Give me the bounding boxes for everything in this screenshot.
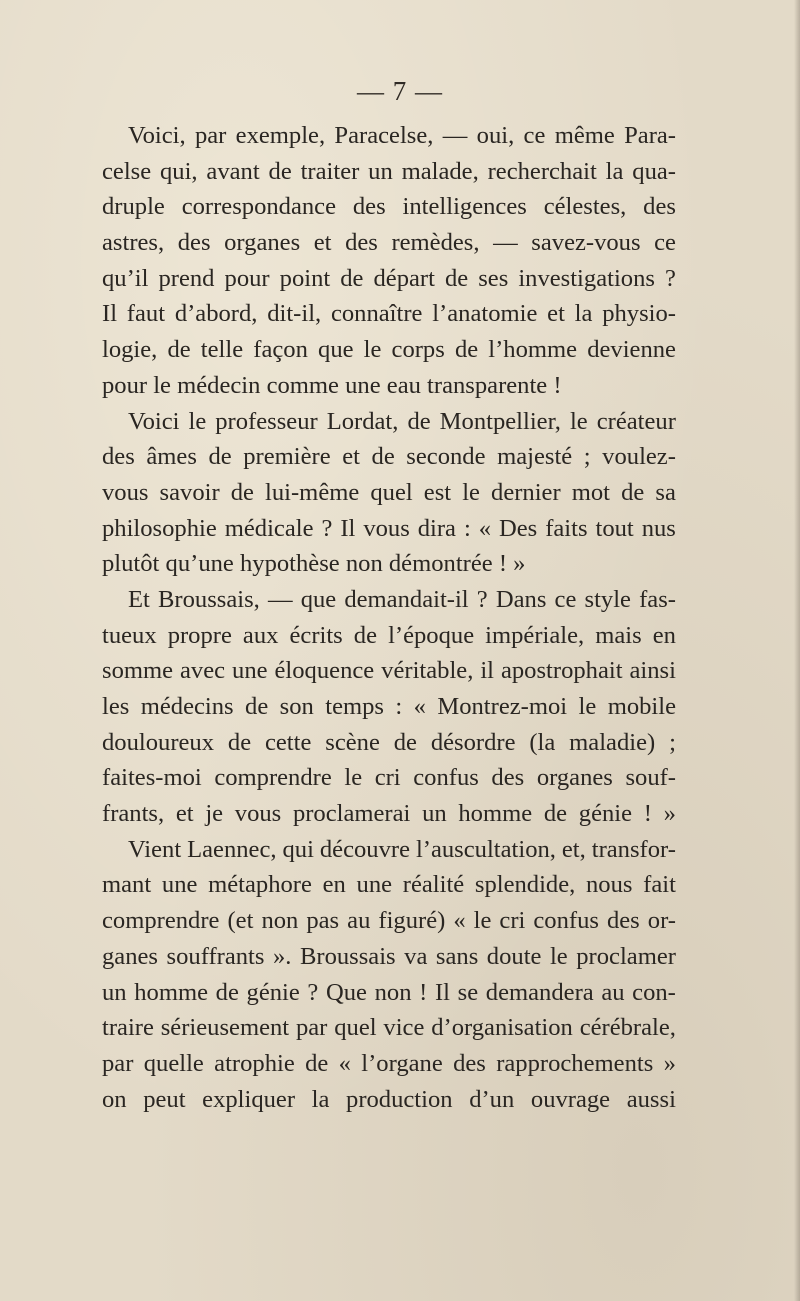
word: de	[245, 693, 269, 720]
word: ce	[554, 585, 577, 613]
word: confus	[413, 764, 479, 792]
word: sans	[435, 942, 479, 970]
word: cri	[499, 907, 526, 935]
word: avec	[180, 657, 226, 685]
word: va	[404, 942, 428, 970]
word: de	[543, 800, 568, 828]
word: physio-	[602, 300, 676, 328]
word: de	[227, 728, 252, 756]
word: les	[102, 693, 130, 720]
word: des	[643, 193, 676, 221]
word: transfor-	[591, 835, 676, 863]
word: savoir	[159, 478, 220, 506]
word: lui-même	[265, 478, 360, 506]
word: ?	[321, 514, 333, 542]
word: Il	[102, 300, 118, 328]
word: de	[305, 1049, 329, 1077]
word: Que	[325, 978, 367, 1006]
word: Broussais	[299, 942, 396, 970]
word: d’un	[469, 1085, 515, 1113]
text-line	[102, 618, 676, 654]
word: un	[102, 978, 127, 1006]
word: sa	[655, 478, 676, 506]
word: de	[621, 478, 645, 506]
word: éloquence	[274, 657, 375, 685]
word: malade,	[401, 157, 479, 185]
word: génie	[578, 800, 633, 828]
word: première	[243, 443, 331, 471]
word: »	[663, 1049, 676, 1077]
word: célestes,	[543, 193, 627, 221]
text-line	[102, 1082, 676, 1118]
word: non	[261, 907, 299, 935]
word: par	[194, 122, 227, 149]
word: qui	[282, 835, 314, 863]
word: point	[279, 264, 331, 292]
word: faut	[126, 300, 166, 328]
word: corps	[391, 336, 445, 364]
word: la	[311, 1085, 330, 1113]
word: telle	[200, 336, 244, 364]
text-line	[102, 1046, 676, 1082]
text-line	[102, 975, 676, 1011]
word: ce	[523, 122, 546, 149]
word: traire	[102, 1014, 154, 1042]
word: quelle	[143, 1049, 204, 1077]
word: que	[318, 336, 354, 364]
word: homme	[458, 800, 533, 828]
word: remèdes,	[391, 229, 480, 257]
word: son	[279, 693, 314, 720]
word: d’organisation	[431, 1014, 573, 1042]
word: ;	[583, 443, 591, 471]
word: Lordat,	[326, 407, 399, 435]
word: frants,	[102, 800, 165, 828]
word: l’organe	[361, 1049, 443, 1077]
word: de	[208, 443, 232, 471]
text-line	[102, 439, 676, 475]
word: mant	[102, 871, 152, 899]
word: ?	[476, 585, 488, 613]
word: pour	[224, 264, 270, 292]
word: souffrants	[166, 942, 265, 970]
word: au	[601, 978, 625, 1006]
text-line: plutôt qu’une hypothèse non démontrée ! »	[102, 550, 526, 578]
word: créateur	[596, 407, 676, 435]
word: faites-moi	[102, 764, 202, 792]
word: dernier	[491, 478, 561, 506]
word: ».	[272, 942, 292, 970]
word: proclamerai	[292, 800, 411, 828]
word: par	[295, 1014, 328, 1042]
word: âmes	[146, 443, 197, 471]
word: Il	[434, 978, 451, 1006]
word: scène	[325, 728, 380, 756]
word: de	[393, 728, 417, 756]
word: quel	[370, 478, 413, 506]
word: «	[478, 514, 492, 542]
word: ses	[478, 264, 509, 292]
word: «	[338, 1049, 351, 1077]
word: Voici	[128, 407, 180, 435]
word: tout	[595, 514, 634, 542]
word: correspondance	[181, 193, 337, 221]
word: le	[363, 336, 382, 364]
text-line	[102, 1010, 676, 1046]
word: des	[102, 443, 135, 471]
word: comprendre	[102, 907, 220, 935]
word: pas	[306, 907, 340, 935]
word: véritable,	[381, 657, 474, 685]
word: et	[175, 800, 194, 828]
word: des	[177, 229, 211, 257]
word: des	[345, 229, 378, 257]
word: :	[463, 514, 471, 542]
word: vous	[363, 514, 410, 542]
word: l’époque	[388, 621, 475, 649]
word: intelligences	[402, 193, 527, 221]
word: médecins	[140, 693, 234, 720]
word: ?	[307, 978, 319, 1006]
word: non	[374, 978, 412, 1006]
word: la	[605, 157, 624, 185]
word: de	[215, 978, 239, 1006]
word: !	[643, 800, 652, 828]
word: ?	[664, 264, 676, 292]
word: Des	[498, 514, 538, 542]
word: avant	[206, 157, 260, 185]
text-line	[102, 154, 676, 190]
word: le	[462, 478, 480, 506]
word: un	[422, 800, 447, 828]
word: mot	[571, 478, 610, 506]
word: en	[322, 871, 346, 899]
text-line	[102, 189, 676, 225]
word: maladie)	[569, 728, 656, 756]
word: l’auscultation,	[415, 835, 556, 863]
word: de	[268, 157, 292, 185]
word: organes	[224, 229, 301, 257]
word: peut	[143, 1085, 186, 1113]
word: devienne	[587, 336, 676, 364]
word: «	[453, 907, 466, 935]
word: investigations	[518, 264, 655, 292]
word: Il	[340, 514, 356, 542]
word: de	[340, 264, 364, 292]
word: ;	[669, 728, 676, 756]
word: et,	[561, 835, 586, 863]
word: traiter	[300, 157, 360, 185]
word: et	[342, 443, 360, 471]
word: cri	[374, 764, 401, 792]
word: ainsi	[629, 657, 676, 685]
word: de	[353, 621, 378, 649]
word: Broussais,	[158, 585, 260, 613]
text-line	[102, 689, 676, 725]
word: demandait-il	[344, 585, 469, 613]
word: demandera	[485, 978, 594, 1006]
word: sérieusement	[160, 1014, 290, 1042]
word: rapprochements	[496, 1049, 654, 1077]
word: ce	[654, 229, 676, 257]
word: figuré)	[378, 907, 446, 935]
word: une	[356, 871, 393, 899]
word: Dans	[495, 585, 547, 613]
text-line	[102, 225, 676, 261]
word: logie,	[102, 336, 158, 364]
word: le	[188, 407, 207, 435]
word: «	[413, 693, 426, 720]
word: recherchait	[487, 157, 597, 185]
word: ganes	[102, 942, 158, 970]
body-text	[102, 118, 676, 1117]
word: (et	[227, 907, 254, 935]
word: —	[493, 229, 518, 257]
word: !	[419, 978, 428, 1006]
word: Montrez-moi	[437, 693, 568, 720]
word: le	[578, 693, 597, 720]
word: une	[161, 871, 198, 899]
word: une	[232, 657, 268, 685]
word: ouvrage	[530, 1085, 611, 1113]
word: Voici,	[128, 122, 186, 149]
word: prend	[158, 264, 215, 292]
word: de	[167, 336, 191, 364]
word: homme	[134, 978, 209, 1006]
word: même	[554, 122, 615, 149]
word: de	[407, 407, 431, 435]
word: Vient	[128, 835, 182, 863]
word: or-	[647, 907, 676, 935]
word: impériale,	[485, 621, 585, 649]
text-line	[102, 582, 676, 618]
word: exemple,	[235, 122, 326, 149]
word: des	[352, 193, 386, 221]
word: génie	[246, 978, 300, 1006]
word: quel	[334, 1014, 377, 1042]
text-line	[102, 939, 676, 975]
word: majesté	[497, 443, 573, 471]
word: vice	[383, 1014, 425, 1042]
text-line	[102, 261, 676, 297]
word: désordre	[430, 728, 516, 756]
word: con-	[632, 978, 676, 1006]
word: se	[457, 978, 479, 1006]
text-line	[102, 118, 676, 154]
word: cérébrale,	[579, 1014, 676, 1042]
word: dit-il,	[267, 300, 322, 328]
word: façon	[253, 336, 308, 364]
word: on	[102, 1085, 127, 1113]
page-number: — 7 —	[357, 76, 443, 106]
word: écrits	[289, 621, 343, 649]
word: —	[442, 122, 468, 149]
word: l’homme	[488, 336, 578, 364]
word: Et	[128, 585, 150, 613]
word: le	[549, 942, 568, 970]
word: »	[663, 800, 676, 828]
word: confus	[533, 907, 599, 935]
word: fas-	[639, 585, 676, 613]
word: production	[346, 1085, 453, 1113]
word: est	[423, 478, 452, 506]
word: celse	[102, 157, 152, 185]
word: dira	[417, 514, 456, 542]
word: fait	[643, 871, 676, 899]
word: de	[371, 443, 395, 471]
word: le	[569, 407, 588, 435]
word: Laennec,	[187, 835, 277, 863]
word: somme	[102, 657, 174, 685]
word: :	[395, 693, 403, 720]
word: au	[347, 907, 371, 935]
word: en	[652, 621, 676, 649]
word: de	[230, 478, 254, 506]
text-line	[102, 760, 676, 796]
word: réalité	[402, 871, 465, 899]
word: que	[300, 585, 337, 613]
word: douloureux	[102, 728, 215, 756]
word: départ	[373, 264, 435, 292]
word: organes	[536, 764, 613, 792]
word: je	[205, 800, 224, 828]
word: druple	[102, 193, 165, 221]
word: faits	[545, 514, 588, 542]
text-line	[102, 332, 676, 368]
word: qui,	[160, 157, 198, 185]
word: —	[267, 585, 293, 613]
word: oui,	[476, 122, 515, 149]
word: Para-	[624, 122, 676, 149]
word: d’abord,	[174, 300, 258, 328]
word: vous	[102, 478, 149, 506]
word: temps	[325, 693, 384, 720]
word: style	[584, 585, 631, 613]
word: aux	[242, 621, 279, 649]
word: l’anatomie	[432, 300, 538, 328]
word: par	[102, 1049, 134, 1077]
word: (la	[529, 728, 556, 756]
word: proclamer	[576, 942, 676, 970]
word: il	[480, 657, 494, 685]
word: philosophie	[102, 514, 217, 542]
word: atrophie	[214, 1049, 295, 1077]
text-line	[102, 832, 676, 868]
word: connaître	[330, 300, 423, 328]
word: astres,	[102, 229, 165, 257]
word: vous	[234, 800, 282, 828]
word: aussi	[626, 1085, 676, 1113]
word: splendide,	[474, 871, 576, 899]
text-line	[102, 296, 676, 332]
word: tueux	[102, 621, 157, 649]
word: seconde	[406, 443, 486, 471]
word: métaphore	[208, 871, 312, 899]
text-line	[102, 725, 676, 761]
word: un	[368, 157, 393, 185]
word: médicale	[224, 514, 314, 542]
word: expliquer	[202, 1085, 296, 1113]
word: comprendre	[214, 764, 332, 792]
text-line	[102, 475, 676, 511]
word: Paracelse,	[334, 122, 434, 149]
word: qu’il	[102, 264, 149, 292]
text-line	[102, 404, 676, 440]
word: Montpellier,	[439, 407, 561, 435]
word: apostrophait	[500, 657, 623, 685]
text-line	[102, 903, 676, 939]
page-edge-shadow	[794, 0, 800, 1301]
text-line	[102, 653, 676, 689]
word: nous	[586, 871, 633, 899]
word: le	[473, 907, 492, 935]
word: de	[454, 336, 479, 364]
word: voulez-	[602, 443, 676, 471]
word: découvre	[319, 835, 410, 863]
word: nus	[641, 514, 676, 542]
text-line: pour le médecin comme une eau transparente !	[102, 371, 562, 399]
word: qua-	[632, 157, 676, 185]
text-line	[102, 796, 676, 832]
text-line	[102, 867, 676, 903]
word: et	[547, 300, 565, 328]
word: savez-vous	[531, 229, 641, 257]
word: propre	[167, 621, 232, 649]
word: mobile	[607, 693, 676, 720]
word: de	[444, 264, 469, 292]
word: la	[574, 300, 593, 328]
word: des	[606, 907, 640, 935]
word: des	[491, 764, 525, 792]
word: mais	[595, 621, 642, 649]
word: le	[344, 764, 363, 792]
text-line	[102, 511, 676, 547]
word: et	[313, 229, 332, 257]
word: doute	[486, 942, 542, 970]
word: des	[453, 1049, 486, 1077]
word: souf-	[625, 764, 676, 792]
word: professeur	[215, 407, 318, 435]
word: cette	[264, 728, 312, 756]
